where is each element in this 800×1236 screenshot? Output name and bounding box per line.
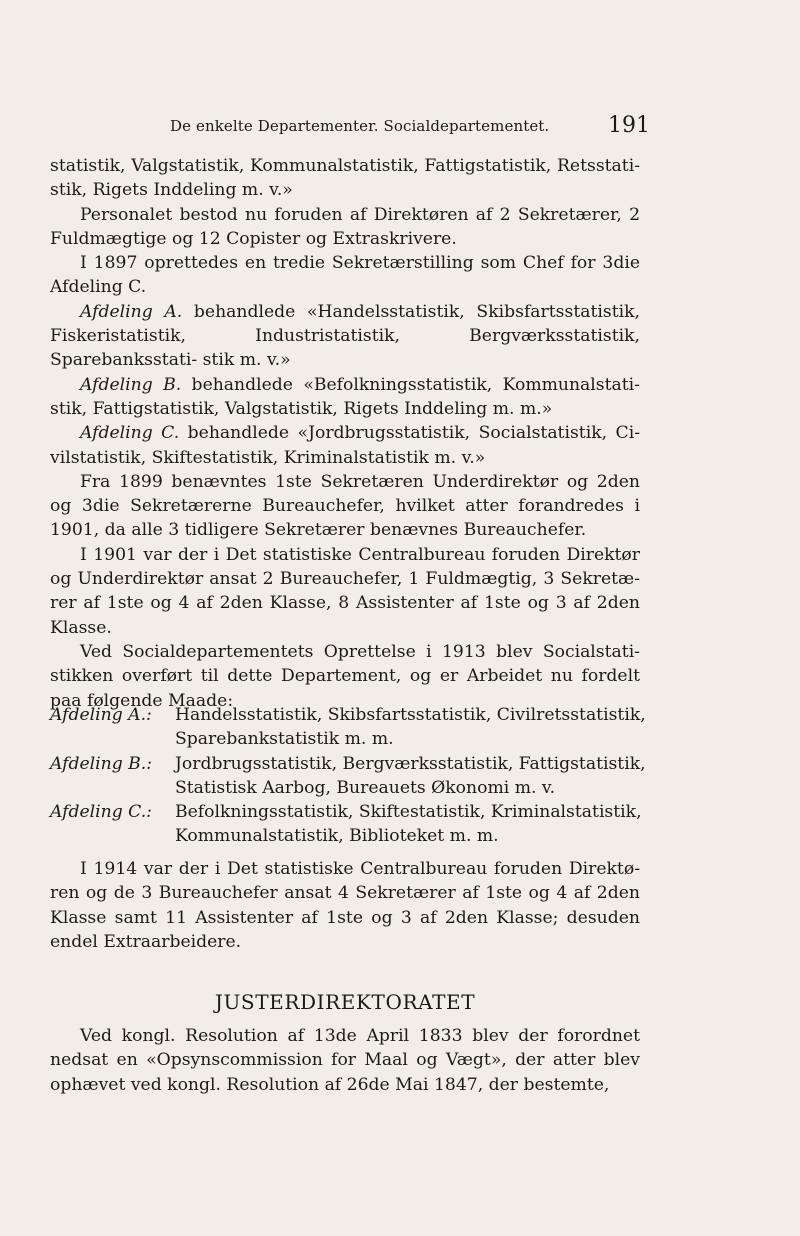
- department-description: [175, 703, 650, 752]
- body-text-block-2: [50, 857, 640, 954]
- afdeling-a-text: behandlede «Handelsstatistik, Skibsfartsstatistik, Fiskeristatistik, Industristatistik, Bergværksstatistik, Sparebanksstati- stik m. v.»: [50, 301, 640, 371]
- department-description: [175, 752, 650, 801]
- paragraph-continuation: statistik, Valgstatistik, Kommunalstatistik, Fattigstatistik, Retsstati- stik, Rigets Inddeling m. v.»: [50, 156, 640, 201]
- department-term: Afdeling A.:: [50, 705, 152, 725]
- department-line: Statistisk Aarbog, Bureauets Økonomi m. v.: [175, 777, 556, 798]
- department-term: Afdeling B.:: [50, 753, 153, 774]
- paragraph-afdeling-b: [50, 373, 640, 422]
- paragraph-1897: I 1897 oprettedes en tredie Sekretærstilling som Chef for 3die Afdeling C.: [50, 253, 640, 298]
- page-number: 191: [608, 113, 650, 138]
- department-line: Kommunalstatistik, Biblioteket m. m.: [175, 826, 499, 847]
- afdeling-c-text: behandlede «Jordbrugsstatistik, Socialstatistik, Ci- vilstatistik, Skiftestatistik, Kriminalstatistik m. v.»: [50, 423, 640, 468]
- body-text-block-3: [50, 1024, 640, 1097]
- department-line: Handelsstatistik, Skibsfartsstatistik, Civilretsstatistik,: [175, 705, 646, 725]
- paragraph-1899: Fra 1899 benævntes 1ste Sekretæren Underdirektør og 2den og 3die Sekretærerne Bureauchefer, hvilket atter forandredes i 1901, da alle 3 tidligere Sekretærer benævnes Bureauchefer.: [50, 471, 640, 541]
- running-title: De enkelte Departementer. Socialdepartementet.: [170, 117, 550, 135]
- body-text-block-1: [50, 154, 640, 713]
- paragraph-afdeling-a: [50, 300, 640, 373]
- department-description: [175, 800, 650, 849]
- afdeling-c-label: Afdeling C.: [80, 423, 180, 444]
- afdeling-a-label: Afdeling A.: [80, 301, 183, 322]
- department-entry: [50, 800, 650, 849]
- department-line: Befolkningsstatistik, Skiftestatistik, Kriminalstatistik,: [175, 802, 642, 823]
- department-term: Afdeling C.:: [50, 802, 152, 823]
- page-header: [0, 113, 800, 147]
- department-line: Jordbrugsstatistik, Bergværksstatistik, Fattigstatistik,: [175, 753, 646, 774]
- afdeling-b-text: behandlede «Befolkningsstatistik, Kommunalstati- stik, Fattigstatistik, Valgstatistik, Rigets Inddeling m. m.»: [50, 374, 640, 419]
- paragraph-1901: I 1901 var der i Det statistiske Centralbureau foruden Direktør og Underdirektør ansat 2 Bureauchefer, 1 Fuldmægtig, 3 Sekretæ- rer af 1ste og 4 af 2den Klasse, 8 Assistenter af 1ste og 3 af 2den Klasse.: [50, 544, 640, 638]
- department-list: [50, 703, 650, 849]
- department-line: Sparebankstatistik m. m.: [175, 729, 394, 750]
- paragraph-1833: Ved kongl. Resolution af 13de April 1833 blev der forordnet nedsat en «Opsynscommission for Maal og Vægt», der atter blev ophævet ved kongl. Resolution af 26de Mai 1847, der bestemte,: [50, 1026, 640, 1095]
- department-entry: [50, 703, 650, 752]
- afdeling-b-label: Afdeling B.: [80, 374, 182, 395]
- paragraph-1913: Ved Socialdepartementets Oprettelse i 1913 blev Socialstati- stikken overført til dette Departement, og er Arbeidet nu fordelt paa følgende Maade:: [50, 641, 640, 711]
- section-heading: JUSTERDIREKTORATET: [214, 990, 476, 1014]
- department-entry: [50, 752, 650, 801]
- paragraph-personnel: Personalet bestod nu foruden af Direktøren af 2 Sekretærer, 2 Fuldmægtige og 12 Copister og Extraskrivere.: [50, 204, 640, 249]
- paragraph-1914: I 1914 var der i Det statistiske Centralbureau foruden Direktø- ren og de 3 Bureauchefer ansat 4 Sekretærer af 1ste og 4 af 2den Klasse samt 11 Assistenter af 1ste og 3 af 2den Klasse; desuden endel Extraarbeidere.: [50, 859, 640, 952]
- paragraph-afdeling-c: [50, 421, 640, 470]
